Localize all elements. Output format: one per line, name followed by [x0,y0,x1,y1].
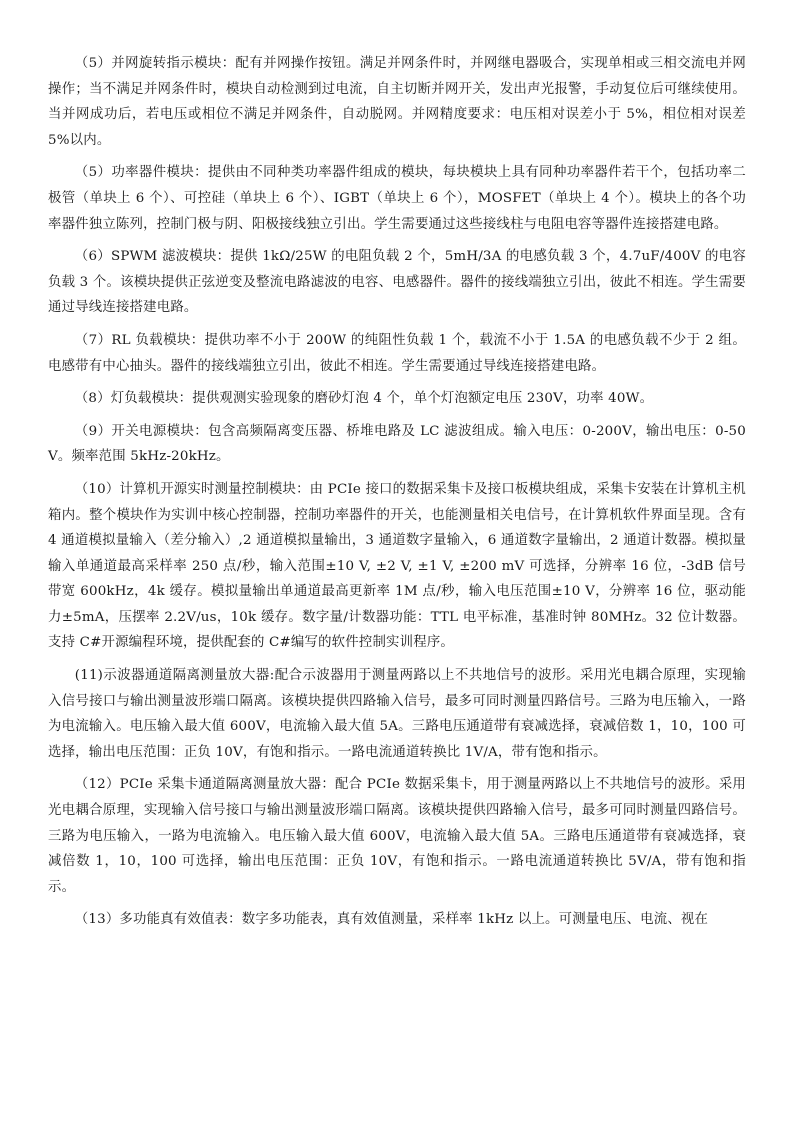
paragraph-power-device-module: （5）功率器件模块：提供由不同种类功率器件组成的模块，每块模块上具有同种功率器件若干个，包括功率二极管（单块上 6 个）、可控硅（单块上 6 个）、IGBT（单块上 6 个），MOSFET（单块上 4 个）。模块上的各个功率器件独立陈列，控制门极与阴、阳极接线独立引出。学生需要通过这些接线柱与电阻电容等器件连接搭建电路。 [48,165,746,232]
paragraph-pcie-isolation-amplifier: （12）PCIe 采集卡通道隔离测量放大器：配合 PCIe 数据采集卡，用于测量两路以上不共地信号的波形。采用光电耦合原理，实现输入信号接口与输出测量波形端口隔离。该模块提供四路输入信号，最多可同时测量四路信号。三路为电压输入，一路为电流输入。电压输入最大值 600V，电流输入最大值 5A。三路电压通道带有衰减选择，衰减倍数 1，10，100 可选择，输出电压范围：正负 10V，有饱和指示。一路电流通道转换比 5V/A，带有饱和指示。 [48,777,746,895]
paragraph-rl-load-module: （7）RL 负载模块：提供功率不小于 200W 的纯阻性负载 1 个，载流不小于 1.5A 的电感负载不少于 2 组。电感带有中心抽头。器件的接线端独立引出，彼此不相连。学生需要通过导线连接搭建电路。 [48,332,746,374]
paragraph-spwm-filter-module: （6）SPWM 滤波模块：提供 1kΩ/25W 的电阻负载 2 个，5mH/3A 的电感负载 3 个，4.7uF/400V 的电容负载 3 个。该模块提供正弦逆变及整流电路滤波的电容、电感器件。器件的接线端独立引出，彼此不相连。学生需要通过导线连接搭建电路。 [48,249,746,316]
paragraph-switching-power-module: （9）开关电源模块：包含高频隔离变压器、桥堆电路及 LC 滤波组成。输入电压：0-200V，输出电压：0-50V。频率范围 5kHz-20kHz。 [48,423,746,465]
paragraph-measurement-control-module: （10）计算机开源实时测量控制模块：由 PCIe 接口的数据采集卡及接口板模块组成，采集卡安装在计算机主机箱内。整个模块作为实训中核心控制器，控制功率器件的开关，也能测量相关电信号，在计算机软件界面呈现。含有 4 通道模拟量输入（差分输入）,2 通道模拟量输出，3 通道数字量输入，6 通道数字量输出，2 通道计数器。模拟量输入单通道最高采样率 250 点/秒，输入范围±10 V, ±2 V, ±1 V, ±200 mV 可选择，分辨率 16 位，-3dB 信号带宽 600kHz，4k 缓存。模拟量输出单通道最高更新率 1M 点/秒，输入电压范围±10 V，分辨率 16 位，驱动能力±5mA，压摆率 2.2V/us，10k 缓存。数字量/计数器功能：TTL 电平标准，基准时钟 80MHz。32 位计数器。支持 C#开源编程环境，提供配套的 C#编写的软件控制实训程序。 [48,481,746,651]
paragraph-oscilloscope-isolation-amplifier: (11)示波器通道隔离测量放大器:配合示波器用于测量两路以上不共地信号的波形。采用光电耦合原理，实现输入信号接口与输出测量波形端口隔离。该模块提供四路输入信号，最多可同时测量四路信号。三路为电压输入，一路为电流输入。电压输入最大值 600V，电流输入最大值 5A。三路电压通道带有衰减选择，衰减倍数 1，10，100 可选择，输出电压范围：正负 10V，有饱和指示。一路电流通道转换比 1V/A，带有饱和指示。 [48,668,746,760]
paragraph-lamp-load-module: （8）灯负载模块：提供观测实验现象的磨砂灯泡 4 个，单个灯泡额定电压 230V，功率 40W。 [74,391,654,407]
paragraph-true-rms-meter: （13）多功能真有效值表：数字多功能表，真有效值测量，采样率 1kHz 以上。可测量电压、电流、视在 [74,912,709,928]
paragraph-grid-sync-module: （5）并网旋转指示模块：配有并网操作按钮。满足并网条件时，并网继电器吸合，实现单相或三相交流电并网操作；当不满足并网条件时，模块自动检测到过电流，自主切断并网开关，发出声光报警，手动复位后可继续使用。当并网成功后，若电压或相位不满足并网条件，自动脱网。并网精度要求：电压相对误差小于 5%，相位相对误差 5%以内。 [48,56,746,148]
